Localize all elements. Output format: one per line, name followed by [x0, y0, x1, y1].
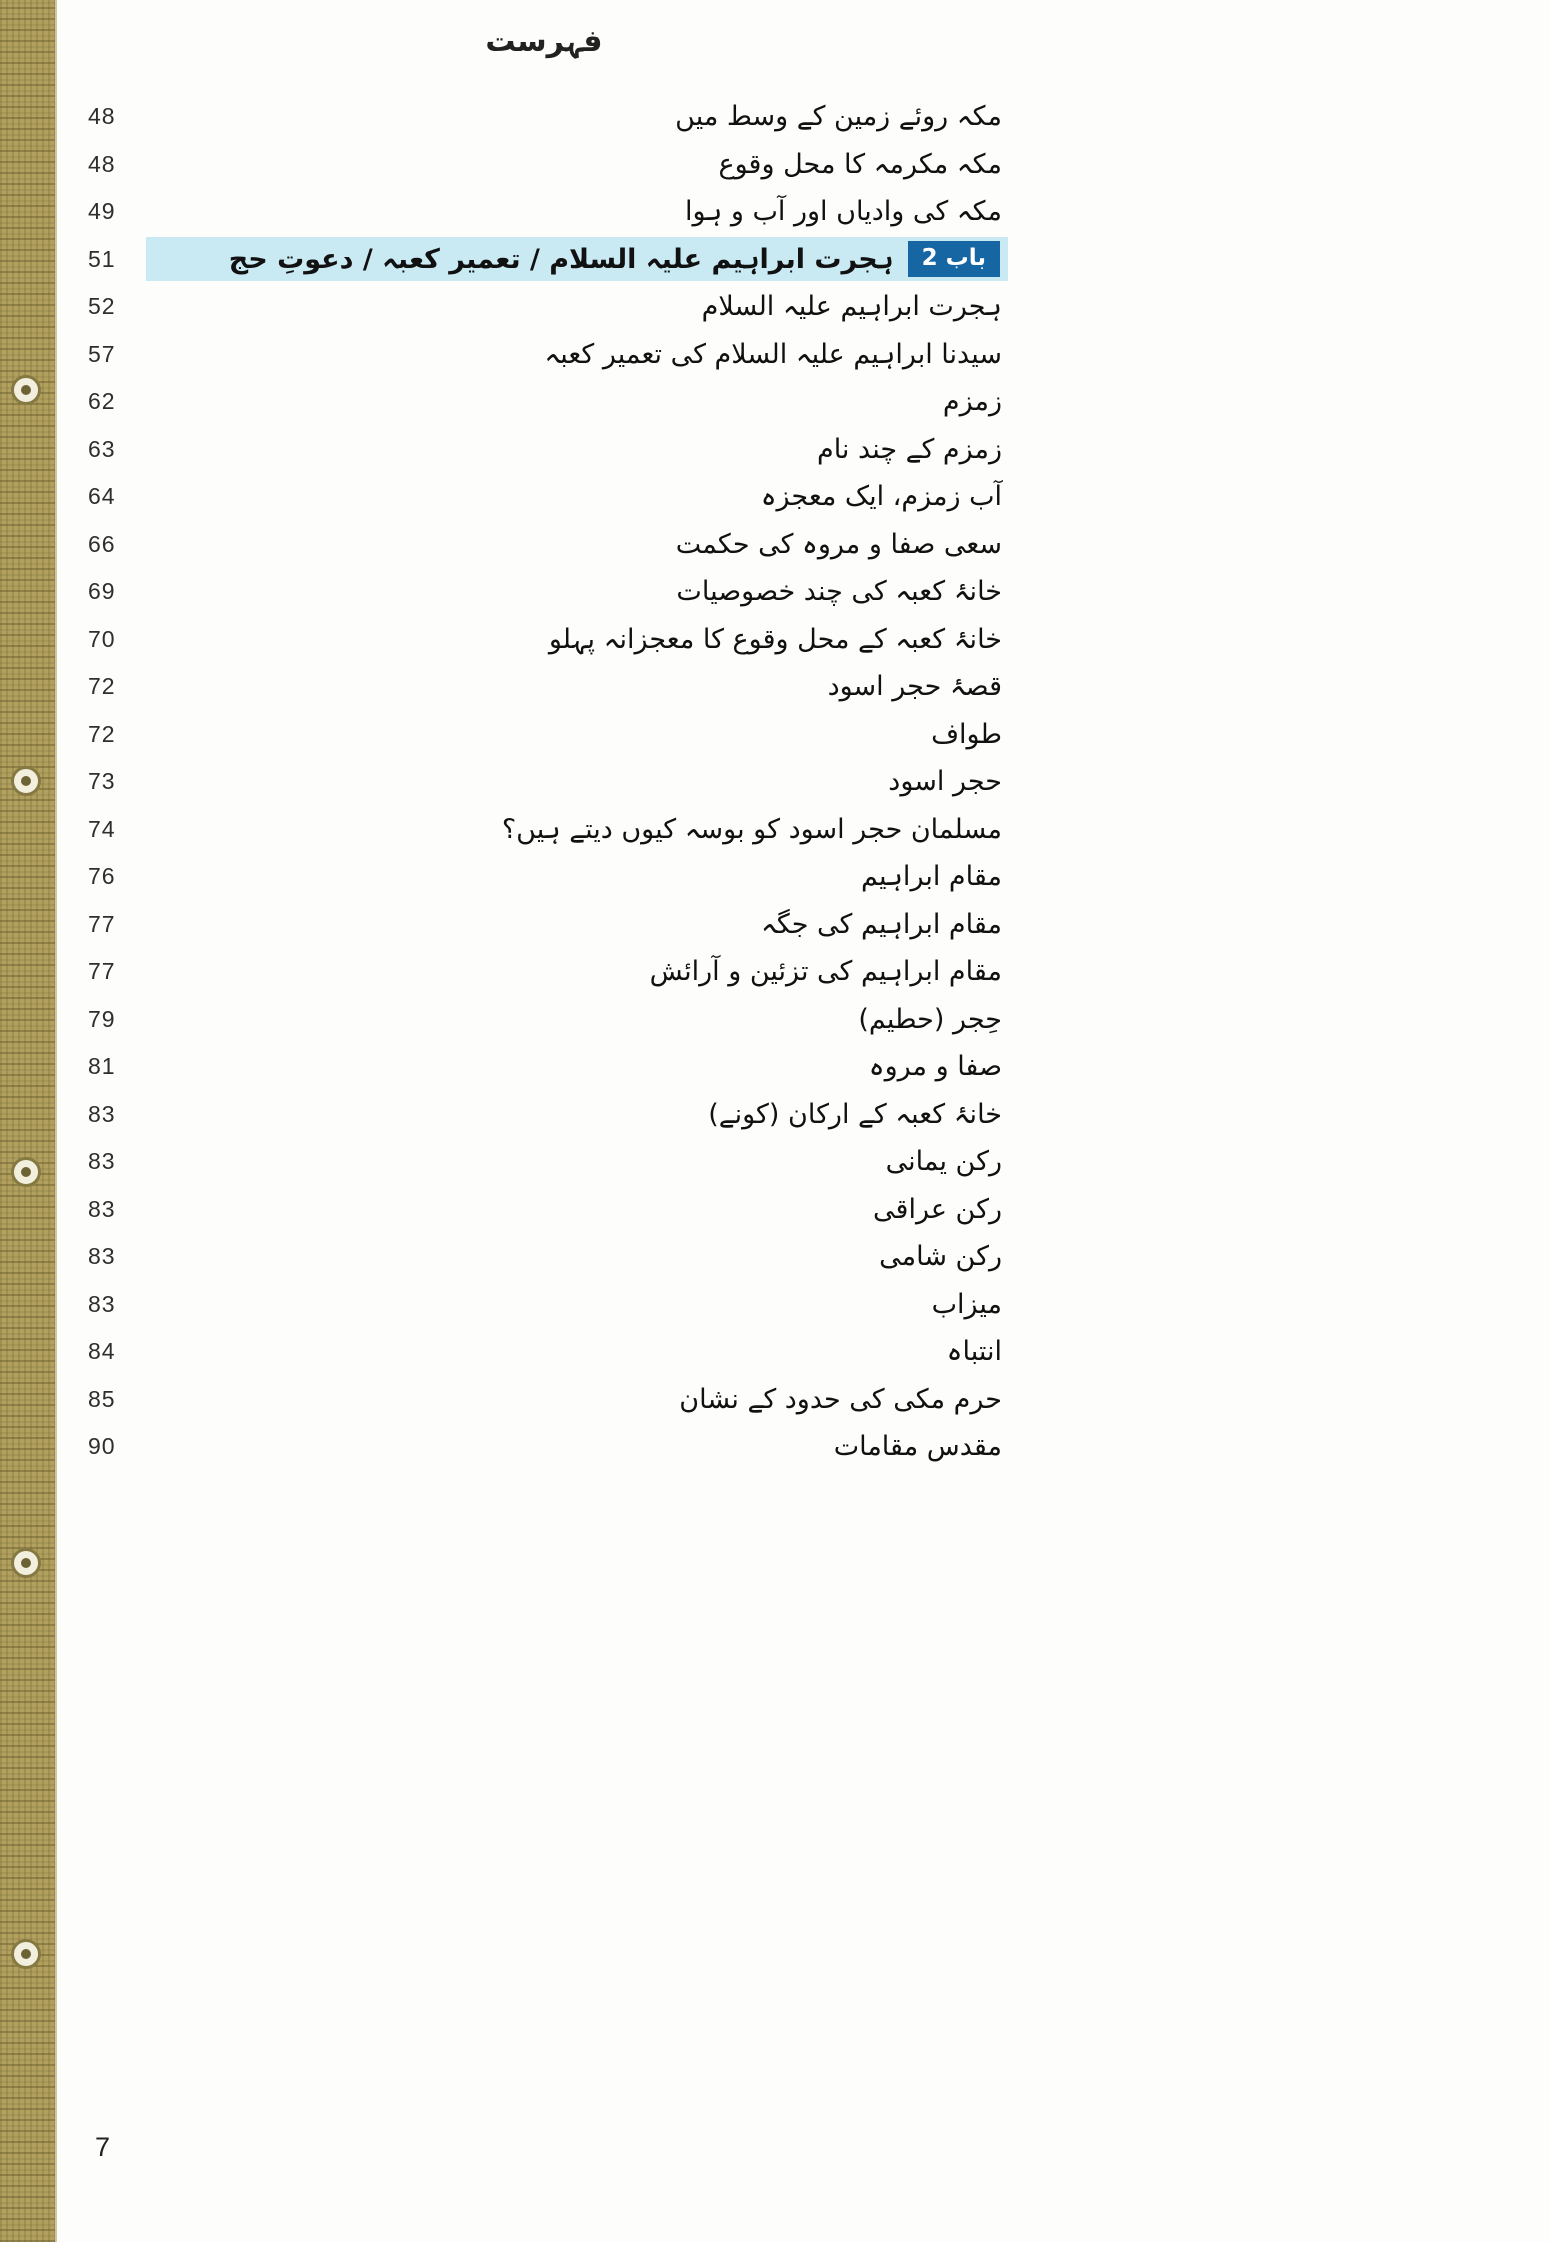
toc-entry: [78, 758, 1008, 806]
toc-entry-title: قصۂ حجر اسود: [827, 671, 1002, 703]
toc-entry-title: طواف: [931, 718, 1002, 750]
toc-entry-line: [146, 237, 1008, 281]
toc-entry: [78, 236, 1008, 284]
toc-entry: [78, 1091, 1008, 1139]
toc-page-number: 85: [88, 1385, 116, 1412]
toc-entry-title: رکن شامی: [879, 1241, 1002, 1273]
toc-page-number: 79: [88, 1005, 116, 1032]
toc-entry-title: انتباہ: [946, 1336, 1002, 1368]
toc-entry-title: مقام ابراہیم: [861, 861, 1002, 893]
toc-entry-title: حجر اسود: [888, 766, 1002, 798]
toc-page-number: 72: [88, 720, 116, 747]
ornamental-border: [0, 0, 57, 2242]
toc-entry-title: ہجرت ابراہیم علیہ السلام: [701, 291, 1002, 323]
toc-page-number: 77: [88, 958, 116, 985]
toc-entry-title: حرم مکی کی حدود کے نشان: [679, 1383, 1002, 1415]
toc-entry-line: [146, 807, 1008, 851]
toc-page-number: 90: [88, 1433, 116, 1460]
toc-entry-title: مکہ مکرمہ کا محل وقوع: [718, 148, 1002, 180]
toc-page-number: 48: [88, 103, 116, 130]
toc-page-number: 49: [88, 198, 116, 225]
toc-entry: [78, 1138, 1008, 1186]
toc-entry: [78, 853, 1008, 901]
toc-entry: [78, 806, 1008, 854]
toc-page-number: 73: [88, 768, 116, 795]
toc-page-number: 70: [88, 625, 116, 652]
toc-entry-title: میزاب: [931, 1288, 1002, 1320]
toc-page-number: 64: [88, 483, 116, 510]
toc-entry-title: مقدس مقامات: [833, 1431, 1002, 1463]
toc-entry-line: [146, 332, 1008, 376]
toc-entry: [78, 568, 1008, 616]
toc-entry: [78, 1186, 1008, 1234]
toc-entry-line: [146, 760, 1008, 804]
toc-entry: [78, 948, 1008, 996]
toc-entry-line: [146, 1235, 1008, 1279]
medallion-ornament: [11, 1939, 41, 1969]
toc-entry: [78, 521, 1008, 569]
toc-entry-line: [146, 1092, 1008, 1136]
toc-entry-title: ہجرت ابراہیم علیہ السلام / تعمیر کعبہ / دعوتِ حج: [228, 243, 894, 275]
toc-entry-line: [146, 190, 1008, 234]
toc-entry-line: [146, 95, 1008, 139]
toc-list: [78, 93, 1008, 1471]
toc-entry-title: سیدنا ابراہیم علیہ السلام کی تعمیر کعبہ: [544, 338, 1002, 370]
toc-entry-title: مکہ روئے زمین کے وسط میں: [675, 101, 1002, 133]
toc-entry: [78, 1233, 1008, 1281]
toc-entry-title: حِجر (حطیم): [858, 1003, 1002, 1035]
toc-entry-line: [146, 285, 1008, 329]
toc-entry: [78, 616, 1008, 664]
toc-entry-line: [146, 855, 1008, 899]
toc-page-number: 51: [88, 245, 116, 272]
page-title: فہرست: [485, 24, 603, 59]
toc-entry-line: [146, 570, 1008, 614]
toc-page-number: 83: [88, 1290, 116, 1317]
medallion-ornament: [11, 1157, 41, 1187]
toc-entry-line: [146, 902, 1008, 946]
toc-entry-line: [146, 1282, 1008, 1326]
toc-entry: [78, 1423, 1008, 1471]
toc-entry-title: مقام ابراہیم کی تزئین و آرائش: [649, 956, 1002, 988]
toc-page-number: 72: [88, 673, 116, 700]
toc-entry-line: [146, 665, 1008, 709]
toc-entry: [78, 1376, 1008, 1424]
toc-entry: [78, 426, 1008, 474]
toc-entry: [78, 93, 1008, 141]
toc-page-number: 52: [88, 293, 116, 320]
toc-entry-line: [146, 617, 1008, 661]
toc-entry-title: زمزم کے چند نام: [816, 433, 1002, 465]
toc-entry-title: رکن عراقی: [873, 1193, 1002, 1225]
toc-entry-line: [146, 1377, 1008, 1421]
toc-entry-title: مسلمان حجر اسود کو بوسہ کیوں دیتے ہیں؟: [501, 813, 1002, 845]
toc-entry: [78, 378, 1008, 426]
chapter-badge: باب 2: [908, 241, 1000, 277]
toc-entry: [78, 188, 1008, 236]
medallion-ornament: [11, 375, 41, 405]
toc-page-number: 57: [88, 340, 116, 367]
toc-entry-title: آب زمزم، ایک معجزہ: [760, 481, 1002, 513]
toc-entry-title: خانۂ کعبہ کے ارکان (کونے): [708, 1098, 1002, 1130]
toc-entry: [78, 141, 1008, 189]
toc-entry: [78, 331, 1008, 379]
medallion-ornament: [11, 766, 41, 796]
toc-entry-line: [146, 522, 1008, 566]
toc-entry-line: [146, 1187, 1008, 1231]
toc-page-number: 83: [88, 1148, 116, 1175]
toc-entry-line: [146, 1330, 1008, 1374]
toc-entry-title: رکن یمانی: [885, 1146, 1002, 1178]
toc-page-number: 77: [88, 910, 116, 937]
toc-entry: [78, 996, 1008, 1044]
toc-page-number: 62: [88, 388, 116, 415]
toc-entry-line: [146, 712, 1008, 756]
toc-entry: [78, 663, 1008, 711]
toc-entry-line: [146, 1425, 1008, 1469]
medallion-ornament: [11, 1548, 41, 1578]
footer-page-number: 7: [95, 2132, 111, 2162]
toc-entry-title: سعی صفا و مروہ کی حکمت: [675, 528, 1002, 560]
toc-page-number: 84: [88, 1338, 116, 1365]
toc-page-number: 66: [88, 530, 116, 557]
toc-page-number: 83: [88, 1100, 116, 1127]
toc-page-number: 76: [88, 863, 116, 890]
toc-page-number: 81: [88, 1053, 116, 1080]
toc-entry-line: [146, 1140, 1008, 1184]
toc-page-number: 74: [88, 815, 116, 842]
toc-page-number: 69: [88, 578, 116, 605]
toc-entry: [78, 1281, 1008, 1329]
toc-entry-line: [146, 950, 1008, 994]
toc-entry-title: خانۂ کعبہ کی چند خصوصیات: [676, 576, 1002, 608]
toc-entry: [78, 1328, 1008, 1376]
toc-page-number: 83: [88, 1195, 116, 1222]
toc-entry-title: خانۂ کعبہ کے محل وقوع کا معجزانہ پہلو: [548, 623, 1002, 655]
toc-entry-title: مقام ابراہیم کی جگہ: [761, 908, 1002, 940]
toc-entry: [78, 283, 1008, 331]
toc-entry-title: مکہ کی وادیاں اور آب و ہوا: [685, 196, 1002, 228]
toc-entry: [78, 901, 1008, 949]
toc-entry: [78, 1043, 1008, 1091]
toc-entry-title: زمزم: [942, 386, 1002, 418]
toc-entry-line: [146, 997, 1008, 1041]
toc-page-number: 63: [88, 435, 116, 462]
toc-entry-line: [146, 142, 1008, 186]
toc-entry: [78, 711, 1008, 759]
toc-entry-line: [146, 427, 1008, 471]
toc-page-number: 48: [88, 150, 116, 177]
toc-page-number: 83: [88, 1243, 116, 1270]
toc-entry-title: صفا و مروہ: [868, 1051, 1002, 1083]
toc-entry-line: [146, 1045, 1008, 1089]
toc-entry-line: [146, 380, 1008, 424]
toc-entry-line: [146, 475, 1008, 519]
toc-entry: [78, 473, 1008, 521]
